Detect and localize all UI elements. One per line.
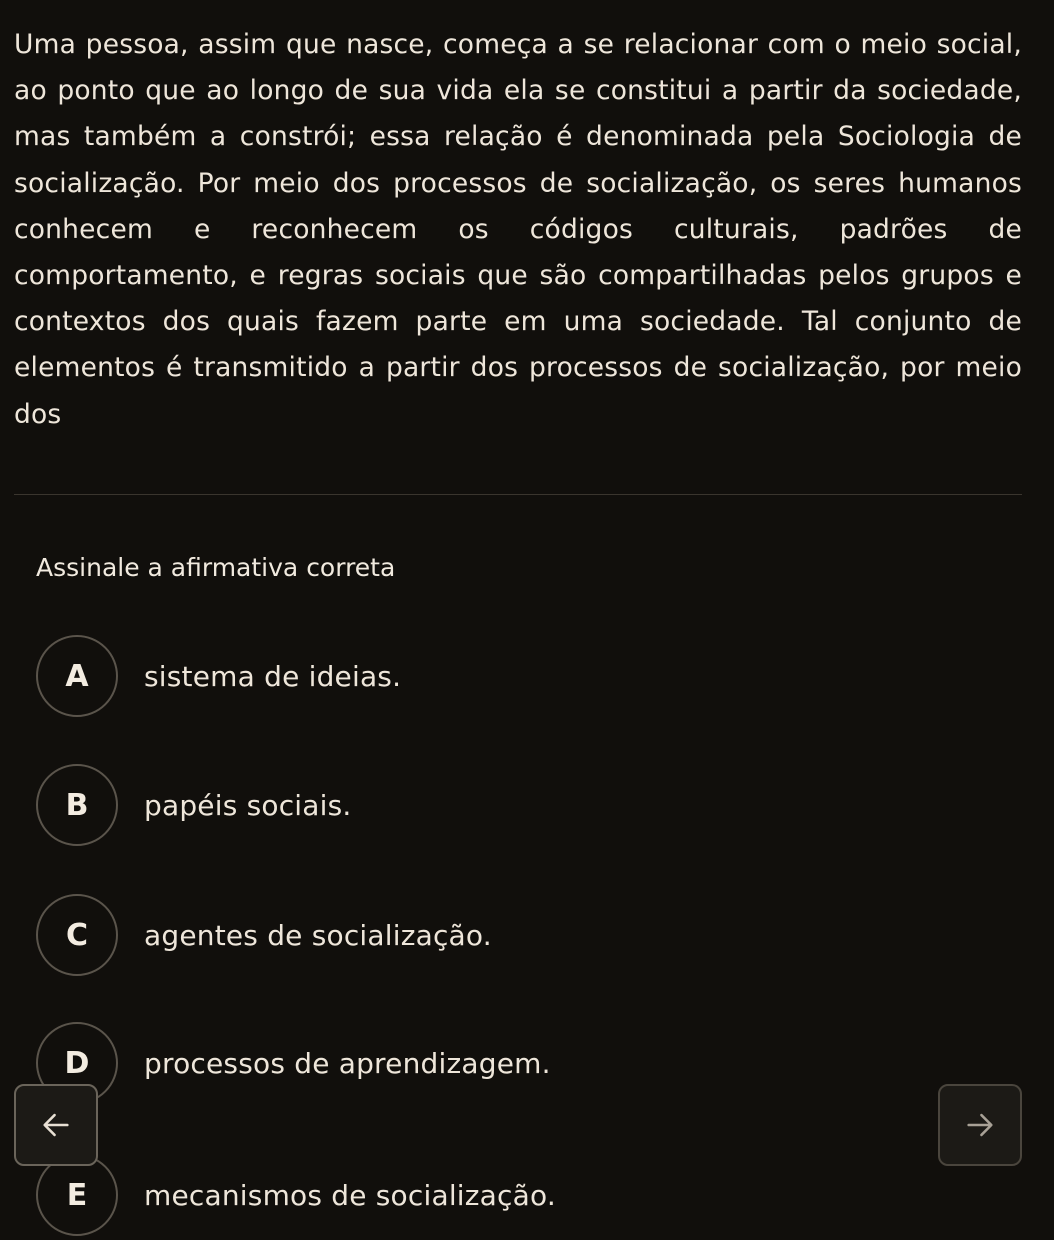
option-text: mecanismos de socialização. [144,1178,556,1212]
previous-button[interactable] [14,1084,98,1166]
option-letter: E [36,1154,118,1236]
option-letter: B [36,764,118,846]
next-button[interactable] [938,1084,1022,1166]
question-prompt: Assinale a afirmativa correta [36,553,396,582]
option-text: papéis sociais. [144,788,352,822]
arrow-left-icon [39,1108,73,1142]
arrow-right-icon [963,1108,997,1142]
option-c[interactable] [36,892,1016,978]
option-text: processos de aprendizagem. [144,1046,551,1080]
divider [14,494,1022,495]
option-letter: C [36,894,118,976]
option-e[interactable] [36,1152,1016,1238]
option-a[interactable] [36,633,1016,719]
option-letter: D [36,1022,118,1104]
question-passage: Uma pessoa, assim que nasce, começa a se relacionar com o meio social, ao ponto que ao longo de sua vida ela se constitui a partir da sociedade, mas também a constrói; essa relação é denominada pela Sociologia de socialização. Por meio dos processos de socialização, os seres humanos conhecem e reconhecem os códigos culturais, padrões de comportamento, e regras sociais que são compartilhadas pelos grupos e contextos dos quais fazem parte em uma sociedade. Tal conjunto de elementos é transmitido a partir dos processos de socialização, por meio dos [14,29,1022,430]
option-d[interactable] [36,1020,1016,1106]
option-b[interactable] [36,762,1016,848]
option-text: sistema de ideias. [144,659,402,693]
option-letter: A [36,635,118,717]
option-text: agentes de socialização. [144,918,492,952]
